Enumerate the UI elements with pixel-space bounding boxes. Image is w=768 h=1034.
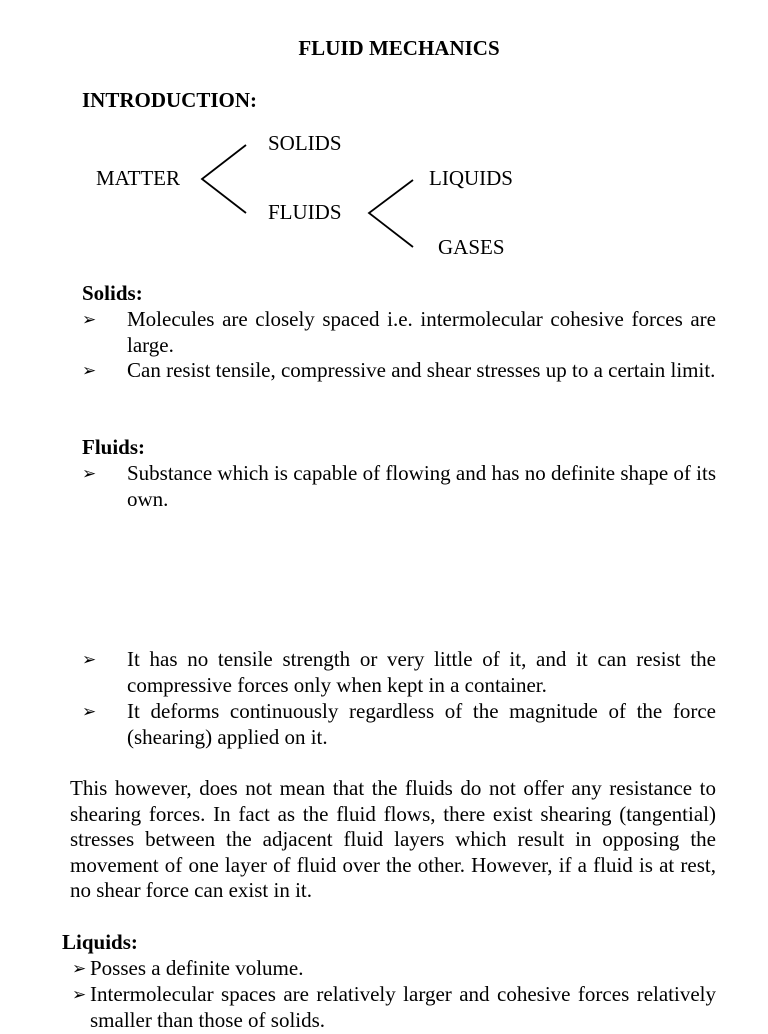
list-item (82, 699, 716, 751)
page-title: FLUID MECHANICS (298, 36, 500, 60)
diagram-node-fluids: FLUIDS (268, 200, 342, 224)
bullet-arrow-icon: ➢ (82, 464, 97, 483)
fluids-heading: Fluids: (82, 435, 146, 459)
list-item (82, 358, 716, 410)
shear-resistance-paragraph: This however, does not mean that the fluids do not offer any resistance to shearing forces. In fact as the fluid flows, there exist shearing (tangential) stresses between the adjacent fluid layers which result in opposing the movement of one layer of fluid over the other. However, if a fluid is at rest, no shear force can exist in it. (70, 776, 716, 902)
list-item (82, 307, 716, 359)
matter-branch-lines (202, 145, 246, 213)
list-item-text: It deforms continuously regardless of the magnitude of the force (shearing) applied on it. (127, 699, 716, 749)
intro-heading: INTRODUCTION: (82, 88, 258, 112)
diagram-node-solids: SOLIDS (268, 131, 342, 155)
liquids-heading: Liquids: (62, 930, 138, 954)
list-item-text: Can resist tensile, compressive and shear stresses up to a certain limit. (127, 358, 716, 382)
bullet-arrow-icon: ➢ (82, 361, 97, 380)
list-item (72, 956, 716, 982)
list-item (82, 461, 716, 513)
list-item-text: It has no tensile strength or very little of it, and it can resist the compressive forces only when kept in a container. (127, 647, 716, 697)
solids-heading: Solids: (82, 281, 143, 305)
list-item (82, 647, 716, 699)
matter-classification-diagram (0, 0, 768, 270)
list-item-text: Molecules are closely spaced i.e. intermolecular cohesive forces are large. (127, 307, 716, 357)
diagram-node-matter: MATTER (96, 166, 180, 190)
bullet-arrow-icon: ➢ (72, 959, 87, 978)
bullet-arrow-icon: ➢ (82, 702, 97, 721)
list-item (72, 982, 716, 1034)
fluids-branch-lines (369, 180, 413, 247)
diagram-node-gases: GASES (438, 235, 505, 259)
diagram-node-liquids: LIQUIDS (429, 166, 513, 190)
bullet-arrow-icon: ➢ (72, 985, 87, 1004)
list-item-text: Substance which is capable of flowing and has no definite shape of its own. (127, 461, 717, 511)
list-item-text: Intermolecular spaces are relatively larger and cohesive forces relatively smaller than those of solids. (90, 982, 716, 1032)
list-item-text: Posses a definite volume. (90, 956, 304, 980)
bullet-arrow-icon: ➢ (82, 650, 97, 669)
bullet-arrow-icon: ➢ (82, 310, 97, 329)
